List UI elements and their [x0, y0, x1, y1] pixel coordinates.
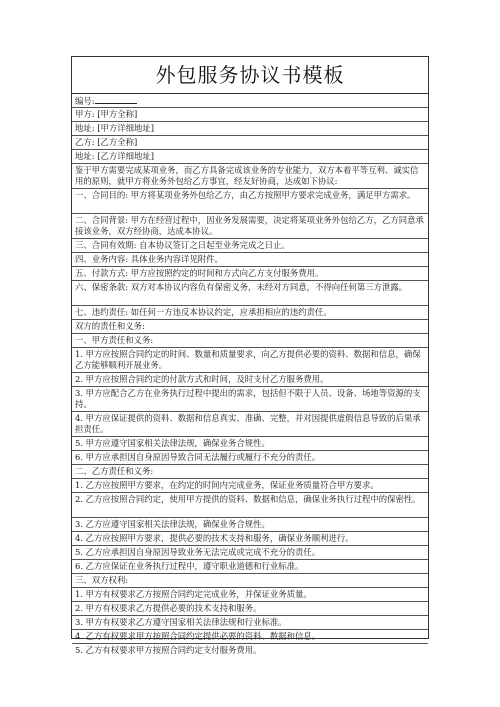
- party-b-item-6: 6. 乙方应保证在业务执行过程中，遵守职业道德和行业标准。: [72, 560, 428, 574]
- address-a-field: 地址: [甲方详细地址]: [72, 122, 428, 136]
- party-a-item-6: 6. 甲方应承担因自身原因导致合同无法履行或履行不充分的责任。: [72, 451, 428, 465]
- party-b-heading: 二、乙方责任和义务:: [72, 465, 428, 479]
- document-title: 外包服务协议书模板: [72, 57, 428, 94]
- party-b-item-1: 1. 乙方应按照甲方要求，在约定的时间内完成业务，保证业务质量符合甲方要求。: [72, 479, 428, 493]
- clause-2: 二、合同背景: 甲方在经营过程中，因业务发展需要，决定将某项业务外包给乙方，乙方同意承接该业务，双方经协商，达成本协议。: [72, 214, 428, 239]
- party-b-field: 乙方: [乙方全称]: [72, 136, 428, 150]
- agreement-table: [71, 56, 429, 655]
- party-b-item-2: 2. 乙方应按照合同约定，使用甲方提供的资料、数据和信息，确保业务执行过程中的保密性。: [72, 493, 428, 518]
- number-field: [72, 94, 428, 108]
- number-label: 编号:: [75, 96, 95, 106]
- clause-4: 四、业务内容: 具体业务内容详见附件。: [72, 253, 428, 267]
- party-b-item-5: 5. 乙方应承担因自身原因导致业务无法完成或完成不充分的责任。: [72, 546, 428, 560]
- party-a-field: 甲方: [甲方全称]: [72, 108, 428, 122]
- party-a-item-1: 1. 甲方应按照合同约定的时间、数量和质量要求，向乙方提供必要的资料、数据和信息，确保乙方能够顺利开展业务。: [72, 348, 428, 373]
- intro-paragraph: 鉴于甲方需要完成某项业务，而乙方具备完成该业务的专业能力，双方本着平等互利、诚实信用的原则，就甲方将业务外包给乙方事宜，经友好协商，达成如下协议:: [72, 164, 428, 189]
- party-a-item-4: 4. 甲方应保证提供的资料、数据和信息真实、准确、完整，并对因提供虚假信息导致的后果承担责任。: [72, 412, 428, 437]
- party-a-item-5: 5. 甲方应遵守国家相关法律法规，确保业务合规性。: [72, 437, 428, 451]
- agreement-body: [72, 94, 428, 658]
- clause-1: 一、合同目的: 甲方将某项业务外包给乙方，由乙方按照甲方要求完成业务，满足甲方需求。: [72, 189, 428, 214]
- party-b-item-3: 3. 乙方应遵守国家相关法律法规，确保业务合规性。: [72, 518, 428, 532]
- clause-6: 六、保密条款: 双方对本协议内容负有保密义务，未经对方同意，不得向任何第三方泄露。: [72, 281, 428, 306]
- clause-3: 三、合同有效期: 自本协议签订之日起至业务完成之日止。: [72, 239, 428, 253]
- address-b-field: 地址: [乙方详细地址]: [72, 150, 428, 164]
- party-a-item-3: 3. 甲方应配合乙方在业务执行过程中提出的需求，包括但不限于人员、设备、场地等资源的支持。: [72, 387, 428, 412]
- rights-item-3: 3. 甲方有权要求乙方遵守国家相关法律法规和行业标准。: [72, 616, 428, 630]
- clause-7: 七、违约责任: 如任何一方违反本协议约定，应承担相应的违约责任。: [72, 306, 428, 320]
- rights-item-2: 2. 甲方有权要求乙方提供必要的技术支持和服务。: [72, 602, 428, 616]
- rights-item-1: 1. 甲方有权要求乙方按照合同约定完成业务，并保证业务质量。: [72, 588, 428, 602]
- rights-item-4: 4. 乙方有权要求甲方按照合同约定提供必要的资料、数据和信息。: [72, 630, 428, 644]
- clause-5: 五、付款方式: 甲方应按照约定的时间和方式向乙方支付服务费用。: [72, 267, 428, 281]
- rights-item-5: 5. 乙方有权要求甲方按照合同约定支付服务费用。: [75, 645, 262, 655]
- rights-heading: 三、双方权利:: [72, 574, 428, 588]
- party-a-item-2: 2. 甲方应按照合同约定的付款方式和时间，及时支付乙方服务费用。: [72, 373, 428, 387]
- responsibilities-heading: 双方的责任和义务:: [72, 320, 428, 334]
- party-b-item-4: 4. 乙方应按照甲方要求，提供必要的技术支持和服务，确保业务顺利进行。: [72, 532, 428, 546]
- number-blank[interactable]: [95, 95, 137, 104]
- party-a-heading: 一、甲方责任和义务:: [72, 334, 428, 348]
